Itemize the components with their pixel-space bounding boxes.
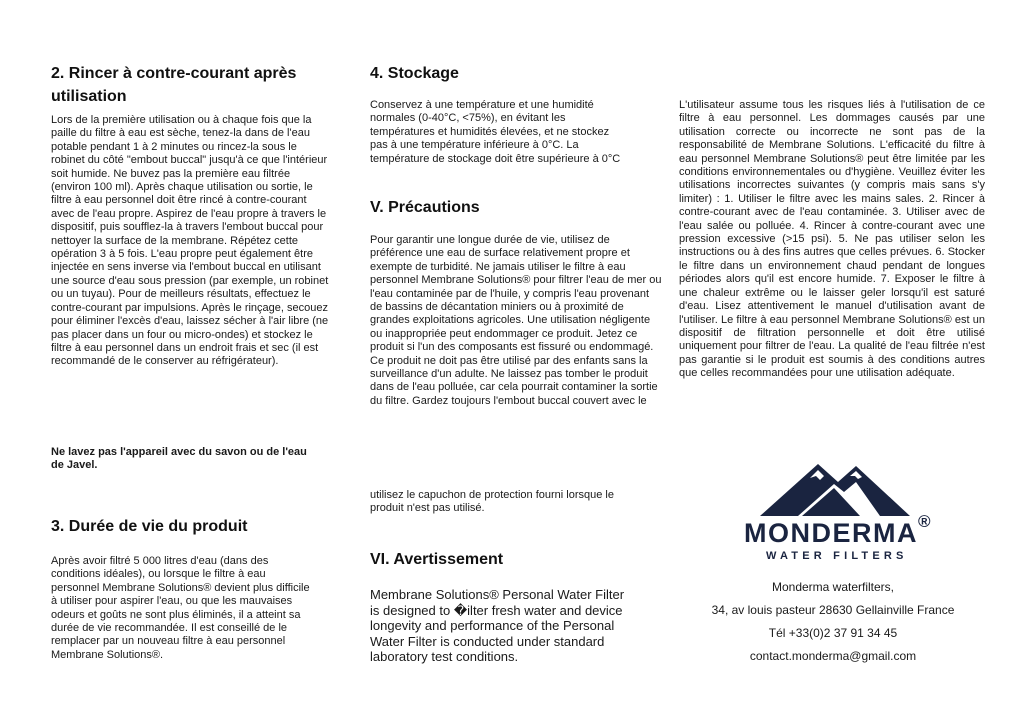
logo-registered-mark: ®	[918, 512, 933, 531]
warning-body: L'utilisateur assume tous les risques liés à l'utilisation de ce filtre à eau personnel. Les dommages causés par une utilisation correcte ou incorrecte ne sont pas de la responsabilité de Membrane Solutions. L'efficacité du filtre à eau personnel Membrane Solutions® peut être limitée par les conditions environnementales ou d'hygiène. Veuillez éviter les utilisations incorrectes suivantes (y compris mais sans s'y limiter) : 1. Utiliser le filtre avec les mains sales. 2. Rincer à contre-courant avec de l'eau contaminée. 3. Utiliser avec de l'eau salée ou polluée. 4. Rincer à contre-courant avec une pression excessive (>15 psi). 5. Ne pas utiliser selon les instructions ou à des fins autres que celles prévues. 6. Stocker le filtre dans un environnement chaud pendant de longues périodes alors qu'il est encore humide. 7. Exposer le filtre à une chaleur extrême ou le laisser geler lorsqu'il est saturé d'eau. Lisez attentivement le manuel d'utilisation avant de l'utiliser. Le filtre à eau personnel Membrane Solutions® est un dispositif de filtration personnelle et doit être utilisé uniquement pour filtrer de l'eau. La qualité de l'eau filtrée n'est pas garantie si le produit est soumis à des conditions autres que celles recommandées pour une utilisation adéquate.	[679, 99, 985, 380]
section-2-heading: 2. Rincer à contre-courant après utilisation	[51, 65, 297, 105]
mountain-icon	[760, 462, 910, 518]
section-2-body: Lors de la première utilisation ou à chaque fois que la paille du filtre à eau est sèche, tenez-la dans de l'eau potable pendant 1 à 2 minutes ou rincez-la sous le robinet du côté "embout buccal" jusqu'à ce que l'intérieur soit humide. Ne buvez pas la première eau filtrée (environ 100 ml). Après chaque utilisation ou sortie, le filtre à eau personnel doit être rincé à contre-courant avec de l'eau propre. Aspirez de l'eau propre à travers le dispositif, puis soufflez-la à travers l'embout buccal pour nettoyer la surface de la membrane. Répétez cette opération 3 à 5 fois. L'eau propre peut également être injectée en sens inverse via l'embout buccal en utilisant une source d'eau sous pression (par exemple, un robinet ou un tuyau). Pour de meilleurs résultats, effectuez le contre-courant par impulsions. Après le rinçage, secouez pour éliminer l'excès d'eau, laissez sécher à l'air libre (ne pas placer dans un four ou micro-ondes) et stockez le filtre à eau personnel dans un endroit frais et sec (il est recommandé de le conserver au réfrigérateur).	[51, 114, 329, 368]
section-3-body: Après avoir filtré 5 000 litres d'eau (dans des conditions idéales), ou lorsque le filtre à eau personnel Membrane Solutions® devient plus difficile à utiliser pour aspirer l'eau, ou que les mauvaises odeurs et goûts ne sont plus éliminés, il a atteint sa durée de vie recommandée. Il est conseillé de le remplacer par un nouveau filtre à eau personnel Membrane Solutions®.	[51, 555, 310, 661]
contact-block	[690, 580, 976, 664]
contact-email[interactable]: contact.monderma@gmail.com	[749, 649, 917, 663]
contact-phone: Tél +33(0)2 37 91 34 45	[768, 626, 898, 640]
section-5-heading: V. Précautions	[370, 199, 480, 216]
logo-wordmark	[744, 512, 933, 549]
section-6-heading: VI. Avertissement	[370, 551, 504, 568]
logo-tagline: WATER FILTERS	[766, 550, 908, 562]
section-4-heading: 4. Stockage	[370, 65, 459, 82]
section-2-note: Ne lavez pas l'appareil avec du savon ou de l'eau de Javel.	[51, 446, 307, 472]
section-3-heading: 3. Durée de vie du produit	[51, 518, 248, 535]
section-5-continuation: utilisez le capuchon de protection fourni lorsque le produit n'est pas utilisé.	[370, 489, 614, 515]
section-6-body: Membrane Solutions® Personal Water Filter is designed to �ilter fresh water and device longevity and performance of the Personal Water Filter is conducted under standard laboratory test conditions.	[370, 587, 625, 664]
contact-company: Monderma waterfilters,	[771, 580, 895, 594]
section-5-body: Pour garantir une longue durée de vie, utilisez de préférence une eau de surface relativement propre et exempte de turbidité. Ne jamais utiliser le filtre à eau personnel Membrane Solutions® pour filtrer l'eau de mer ou l'eau contaminée par de l'huile, y compris l'eau provenant de bassins de décantation miniers ou à proximité de grandes exploitations agricoles. Une utilisation négligente ou inappropriée peut endommager ce produit. Jetez ce produit si l'un des composants est fissuré ou endommagé. Ce produit ne doit pas être utilisé par des enfants sans la surveillance d'un adulte. Ne laissez pas tomber le produit dans de l'eau polluée, car cela pourrait contaminer la sortie du filtre. Gardez toujours l'embout buccal couvert avec le	[370, 234, 662, 407]
section-4-body: Conservez à une température et une humidité normales (0-40°C, <75%), en évitant les températures et humidités élevées, et ne stockez pas à une température inférieure à 0°C. La température de stockage doit être supérieure à 0°C	[370, 99, 621, 165]
logo-name: MONDERMA	[744, 518, 918, 548]
contact-address: 34, av louis pasteur 28630 Gellainville France	[711, 603, 955, 617]
